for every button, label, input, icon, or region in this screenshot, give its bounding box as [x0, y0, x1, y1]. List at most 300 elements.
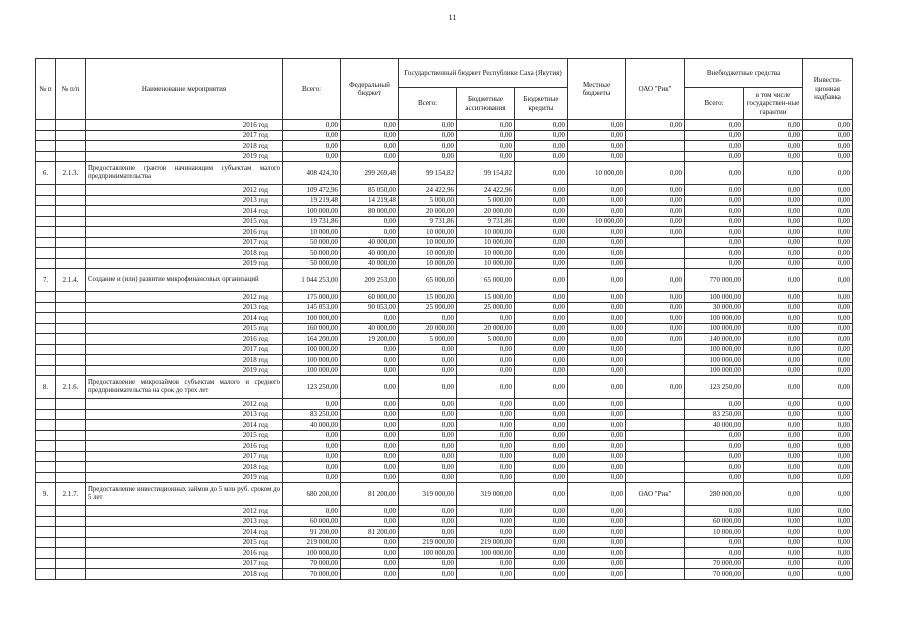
- activity-number: 7.: [36, 269, 56, 292]
- value-cell: 0,00: [515, 441, 568, 452]
- value-cell: 0,00: [568, 313, 626, 324]
- value-cell: 0,00: [457, 472, 515, 483]
- value-cell: 0,00: [685, 120, 744, 131]
- value-cell: [626, 141, 685, 152]
- value-cell: 10 000,00: [685, 527, 744, 538]
- value-cell: 0,00: [515, 237, 568, 248]
- value-cell: 0,00: [626, 195, 685, 206]
- year-row: [36, 258, 853, 269]
- empty-cell: [56, 195, 86, 206]
- value-cell: 0,00: [341, 430, 399, 441]
- value-cell: 0,00: [744, 451, 803, 462]
- value-cell: 0,00: [341, 472, 399, 483]
- activity-row: [36, 483, 853, 506]
- activity-number: 9.: [36, 483, 56, 506]
- value-cell: 9 731,86: [457, 216, 515, 227]
- empty-cell: [36, 399, 56, 410]
- year-row: [36, 472, 853, 483]
- value-cell: 0,00: [744, 483, 803, 506]
- value-cell: 0,00: [626, 206, 685, 217]
- activity-name: Предоставление грантов начинающим субъектам малого предпринимательства: [86, 162, 283, 185]
- empty-cell: [36, 441, 56, 452]
- value-cell: 0,00: [399, 120, 457, 131]
- year-row: [36, 216, 853, 227]
- value-cell: 0,00: [568, 355, 626, 366]
- empty-cell: [56, 216, 86, 227]
- value-cell: 0,00: [803, 227, 853, 238]
- value-cell: 0,00: [515, 269, 568, 292]
- header-rep-total: Всего:: [399, 88, 457, 120]
- empty-cell: [36, 302, 56, 313]
- value-cell: [626, 151, 685, 162]
- value-cell: 0,00: [457, 527, 515, 538]
- value-cell: 0,00: [803, 506, 853, 517]
- value-cell: 0,00: [803, 462, 853, 473]
- table-body: [36, 120, 853, 580]
- value-cell: 145 053,00: [283, 302, 341, 313]
- value-cell: 0,00: [399, 344, 457, 355]
- value-cell: 0,00: [803, 376, 853, 399]
- value-cell: 0,00: [457, 558, 515, 569]
- empty-cell: [36, 462, 56, 473]
- value-cell: 0,00: [515, 258, 568, 269]
- header-total: Всего:: [283, 59, 341, 120]
- value-cell: 0,00: [399, 409, 457, 420]
- value-cell: 60 000,00: [685, 516, 744, 527]
- value-cell: 19 219,48: [283, 195, 341, 206]
- value-cell: 0,00: [283, 430, 341, 441]
- value-cell: 0,00: [515, 195, 568, 206]
- year-row: [36, 130, 853, 141]
- value-cell: 0,00: [515, 365, 568, 376]
- empty-cell: [56, 151, 86, 162]
- value-cell: 0,00: [568, 409, 626, 420]
- year-row: [36, 537, 853, 548]
- header-extra: Внебюджетные средства: [685, 59, 803, 88]
- activity-code: 2.1.6.: [56, 376, 86, 399]
- value-cell: 0,00: [744, 420, 803, 431]
- value-cell: 100 000,00: [399, 548, 457, 559]
- value-cell: 40 000,00: [685, 420, 744, 431]
- year-label: 2012 год: [86, 506, 283, 517]
- value-cell: 0,00: [685, 141, 744, 152]
- empty-cell: [36, 506, 56, 517]
- value-cell: 0,00: [803, 399, 853, 410]
- value-cell: 0,00: [568, 472, 626, 483]
- empty-cell: [56, 399, 86, 410]
- header-rep-alloc: Бюджетные ассигнования: [457, 88, 515, 120]
- empty-cell: [56, 430, 86, 441]
- value-cell: 0,00: [341, 344, 399, 355]
- value-cell: 0,00: [803, 323, 853, 334]
- value-cell: [626, 258, 685, 269]
- value-cell: 0,00: [515, 548, 568, 559]
- value-cell: 164 200,00: [283, 334, 341, 345]
- value-cell: 0,00: [568, 302, 626, 313]
- value-cell: 0,00: [568, 420, 626, 431]
- value-cell: 0,00: [744, 195, 803, 206]
- value-cell: 0,00: [568, 269, 626, 292]
- value-cell: 0,00: [399, 472, 457, 483]
- header-oao: ОАО "Рик": [626, 59, 685, 120]
- year-label: 2014 год: [86, 527, 283, 538]
- year-row: [36, 248, 853, 259]
- value-cell: 0,00: [457, 376, 515, 399]
- year-label: 2019 год: [86, 472, 283, 483]
- value-cell: 0,00: [744, 151, 803, 162]
- value-cell: 0,00: [515, 420, 568, 431]
- value-cell: 0,00: [515, 516, 568, 527]
- value-cell: 299 269,48: [341, 162, 399, 185]
- year-label: 2015 год: [86, 323, 283, 334]
- value-cell: 123 250,00: [685, 376, 744, 399]
- empty-cell: [36, 258, 56, 269]
- year-row: [36, 237, 853, 248]
- value-cell: 0,00: [515, 506, 568, 517]
- value-cell: 0,00: [803, 430, 853, 441]
- empty-cell: [56, 206, 86, 217]
- value-cell: 0,00: [457, 506, 515, 517]
- empty-cell: [56, 120, 86, 131]
- year-label: 2014 год: [86, 313, 283, 324]
- value-cell: 50 000,00: [283, 237, 341, 248]
- year-label: 2013 год: [86, 195, 283, 206]
- year-row: [36, 355, 853, 366]
- header-local: Местные бюджеты: [568, 59, 626, 120]
- value-cell: 5 000,00: [457, 195, 515, 206]
- empty-cell: [36, 569, 56, 580]
- value-cell: 319 000,00: [399, 483, 457, 506]
- year-label: 2018 год: [86, 248, 283, 259]
- value-cell: 0,00: [341, 365, 399, 376]
- value-cell: 0,00: [515, 399, 568, 410]
- year-row: [36, 313, 853, 324]
- value-cell: 0,00: [515, 409, 568, 420]
- value-cell: 0,00: [515, 483, 568, 506]
- value-cell: 0,00: [399, 462, 457, 473]
- value-cell: 0,00: [568, 185, 626, 196]
- value-cell: 0,00: [399, 151, 457, 162]
- value-cell: 50 000,00: [283, 248, 341, 259]
- value-cell: [626, 472, 685, 483]
- value-cell: 0,00: [283, 506, 341, 517]
- value-cell: 0,00: [399, 527, 457, 538]
- value-cell: [626, 537, 685, 548]
- year-row: [36, 506, 853, 517]
- empty-cell: [36, 430, 56, 441]
- empty-cell: [56, 441, 86, 452]
- value-cell: 0,00: [515, 206, 568, 217]
- year-label: 2019 год: [86, 151, 283, 162]
- value-cell: 0,00: [341, 548, 399, 559]
- value-cell: 5 000,00: [457, 334, 515, 345]
- year-row: [36, 441, 853, 452]
- value-cell: 90 053,00: [341, 302, 399, 313]
- value-cell: 408 424,30: [283, 162, 341, 185]
- value-cell: 1 044 253,00: [283, 269, 341, 292]
- year-row: [36, 399, 853, 410]
- value-cell: 0,00: [803, 451, 853, 462]
- value-cell: 0,00: [626, 302, 685, 313]
- value-cell: 10 000,00: [457, 227, 515, 238]
- value-cell: 140 000,00: [685, 334, 744, 345]
- activity-row: [36, 376, 853, 399]
- value-cell: 25 000,00: [457, 302, 515, 313]
- empty-cell: [36, 185, 56, 196]
- empty-cell: [56, 323, 86, 334]
- value-cell: 0,00: [515, 334, 568, 345]
- value-cell: 0,00: [568, 334, 626, 345]
- value-cell: 0,00: [744, 441, 803, 452]
- activity-code: 2.1.3.: [56, 162, 86, 185]
- empty-cell: [56, 258, 86, 269]
- value-cell: [626, 237, 685, 248]
- value-cell: 0,00: [399, 430, 457, 441]
- year-row: [36, 558, 853, 569]
- value-cell: 0,00: [568, 237, 626, 248]
- header-extra-gov: в том числе государствен-ные гарантии: [744, 88, 803, 120]
- value-cell: 0,00: [515, 292, 568, 303]
- value-cell: 91 200,00: [283, 527, 341, 538]
- value-cell: 40 000,00: [341, 248, 399, 259]
- empty-cell: [56, 248, 86, 259]
- value-cell: 0,00: [568, 248, 626, 259]
- value-cell: 0,00: [568, 227, 626, 238]
- value-cell: 50 000,00: [283, 258, 341, 269]
- year-label: 2015 год: [86, 430, 283, 441]
- value-cell: 10 000,00: [457, 258, 515, 269]
- value-cell: 0,00: [568, 151, 626, 162]
- value-cell: 0,00: [803, 558, 853, 569]
- value-cell: 0,00: [803, 472, 853, 483]
- value-cell: 0,00: [744, 365, 803, 376]
- value-cell: 0,00: [568, 462, 626, 473]
- value-cell: 0,00: [626, 216, 685, 227]
- value-cell: 0,00: [744, 409, 803, 420]
- value-cell: 0,00: [341, 409, 399, 420]
- year-row: [36, 120, 853, 131]
- value-cell: 0,00: [457, 313, 515, 324]
- value-cell: 0,00: [744, 120, 803, 131]
- value-cell: 0,00: [457, 130, 515, 141]
- empty-cell: [56, 313, 86, 324]
- value-cell: 70 000,00: [283, 558, 341, 569]
- value-cell: 0,00: [515, 472, 568, 483]
- empty-cell: [56, 472, 86, 483]
- year-label: 2014 год: [86, 420, 283, 431]
- empty-cell: [36, 558, 56, 569]
- empty-cell: [56, 185, 86, 196]
- value-cell: 0,00: [685, 506, 744, 517]
- empty-cell: [36, 216, 56, 227]
- year-label: 2017 год: [86, 451, 283, 462]
- value-cell: [626, 355, 685, 366]
- value-cell: 80 000,00: [341, 206, 399, 217]
- value-cell: 0,00: [341, 399, 399, 410]
- value-cell: 99 154,82: [399, 162, 457, 185]
- value-cell: 0,00: [457, 430, 515, 441]
- empty-cell: [36, 472, 56, 483]
- value-cell: 0,00: [685, 430, 744, 441]
- value-cell: 0,00: [685, 441, 744, 452]
- value-cell: 0,00: [341, 227, 399, 238]
- empty-cell: [36, 365, 56, 376]
- value-cell: 0,00: [803, 334, 853, 345]
- value-cell: 40 000,00: [341, 258, 399, 269]
- value-cell: 0,00: [568, 527, 626, 538]
- year-row: [36, 302, 853, 313]
- value-cell: 0,00: [744, 141, 803, 152]
- year-row: [36, 334, 853, 345]
- value-cell: 0,00: [341, 462, 399, 473]
- value-cell: 0,00: [341, 516, 399, 527]
- value-cell: 0,00: [626, 120, 685, 131]
- value-cell: 0,00: [568, 430, 626, 441]
- empty-cell: [36, 516, 56, 527]
- value-cell: 0,00: [626, 162, 685, 185]
- empty-cell: [36, 323, 56, 334]
- value-cell: 0,00: [803, 120, 853, 131]
- value-cell: 0,00: [515, 151, 568, 162]
- value-cell: 0,00: [685, 472, 744, 483]
- value-cell: 109 472,96: [283, 185, 341, 196]
- value-cell: 0,00: [457, 151, 515, 162]
- value-cell: 0,00: [399, 558, 457, 569]
- empty-cell: [36, 206, 56, 217]
- value-cell: 0,00: [803, 302, 853, 313]
- value-cell: 0,00: [399, 451, 457, 462]
- year-label: 2018 год: [86, 462, 283, 473]
- value-cell: 0,00: [626, 269, 685, 292]
- value-cell: 0,00: [626, 313, 685, 324]
- value-cell: 0,00: [341, 420, 399, 431]
- value-cell: 10 000,00: [457, 237, 515, 248]
- value-cell: 0,00: [515, 227, 568, 238]
- value-cell: 0,00: [803, 162, 853, 185]
- value-cell: 0,00: [685, 206, 744, 217]
- year-row: [36, 430, 853, 441]
- value-cell: 0,00: [457, 365, 515, 376]
- value-cell: 0,00: [744, 462, 803, 473]
- value-cell: 30 000,00: [685, 302, 744, 313]
- value-cell: 100 000,00: [283, 355, 341, 366]
- value-cell: 0,00: [515, 462, 568, 473]
- value-cell: 0,00: [744, 516, 803, 527]
- activity-code: 2.1.4.: [56, 269, 86, 292]
- value-cell: 0,00: [341, 441, 399, 452]
- year-label: 2018 год: [86, 141, 283, 152]
- value-cell: 0,00: [515, 185, 568, 196]
- year-label: 2018 год: [86, 569, 283, 580]
- value-cell: 0,00: [457, 462, 515, 473]
- value-cell: 25 000,00: [399, 302, 457, 313]
- value-cell: 70 000,00: [685, 569, 744, 580]
- value-cell: 0,00: [744, 399, 803, 410]
- activity-code: 2.1.7.: [56, 483, 86, 506]
- empty-cell: [36, 227, 56, 238]
- value-cell: 175 000,00: [283, 292, 341, 303]
- value-cell: 0,00: [568, 292, 626, 303]
- value-cell: 0,00: [515, 376, 568, 399]
- empty-cell: [56, 516, 86, 527]
- value-cell: 0,00: [744, 355, 803, 366]
- year-label: 2014 год: [86, 206, 283, 217]
- year-label: 2015 год: [86, 537, 283, 548]
- value-cell: 99 154,82: [457, 162, 515, 185]
- value-cell: 10 000,00: [568, 162, 626, 185]
- empty-cell: [56, 130, 86, 141]
- value-cell: 0,00: [803, 185, 853, 196]
- value-cell: 20 000,00: [399, 206, 457, 217]
- year-label: 2019 год: [86, 365, 283, 376]
- value-cell: [626, 569, 685, 580]
- empty-cell: [56, 558, 86, 569]
- year-row: [36, 569, 853, 580]
- year-row: [36, 344, 853, 355]
- empty-cell: [36, 409, 56, 420]
- value-cell: 0,00: [515, 248, 568, 259]
- value-cell: 0,00: [568, 506, 626, 517]
- value-cell: [626, 248, 685, 259]
- value-cell: 19 731,86: [283, 216, 341, 227]
- value-cell: 0,00: [803, 365, 853, 376]
- value-cell: 0,00: [568, 130, 626, 141]
- value-cell: 0,00: [803, 441, 853, 452]
- empty-cell: [36, 195, 56, 206]
- value-cell: 680 200,00: [283, 483, 341, 506]
- value-cell: 0,00: [803, 313, 853, 324]
- value-cell: 0,00: [457, 120, 515, 131]
- year-row: [36, 516, 853, 527]
- value-cell: 0,00: [685, 151, 744, 162]
- value-cell: 0,00: [803, 141, 853, 152]
- value-cell: 0,00: [744, 292, 803, 303]
- value-cell: [626, 365, 685, 376]
- value-cell: 83 250,00: [685, 409, 744, 420]
- year-row: [36, 323, 853, 334]
- value-cell: 0,00: [457, 451, 515, 462]
- value-cell: 10 000,00: [568, 216, 626, 227]
- header-invest: Инвести-ционная надбавка: [803, 59, 853, 120]
- value-cell: 0,00: [803, 355, 853, 366]
- value-cell: 0,00: [457, 516, 515, 527]
- year-row: [36, 365, 853, 376]
- value-cell: 100 000,00: [685, 355, 744, 366]
- activity-number: 8.: [36, 376, 56, 399]
- value-cell: 0,00: [685, 162, 744, 185]
- empty-cell: [36, 548, 56, 559]
- value-cell: 0,00: [341, 506, 399, 517]
- value-cell: 0,00: [803, 420, 853, 431]
- empty-cell: [56, 420, 86, 431]
- value-cell: [626, 451, 685, 462]
- value-cell: 10 000,00: [399, 258, 457, 269]
- value-cell: 0,00: [399, 420, 457, 431]
- empty-cell: [56, 292, 86, 303]
- value-cell: 19 200,00: [341, 334, 399, 345]
- value-cell: 10 000,00: [457, 248, 515, 259]
- value-cell: 0,00: [341, 313, 399, 324]
- year-row: [36, 462, 853, 473]
- header-npp: № п/п: [56, 59, 86, 120]
- empty-cell: [56, 451, 86, 462]
- value-cell: 85 050,00: [341, 185, 399, 196]
- year-row: [36, 548, 853, 559]
- year-label: 2017 год: [86, 130, 283, 141]
- empty-cell: [36, 355, 56, 366]
- value-cell: 0,00: [803, 516, 853, 527]
- empty-cell: [56, 355, 86, 366]
